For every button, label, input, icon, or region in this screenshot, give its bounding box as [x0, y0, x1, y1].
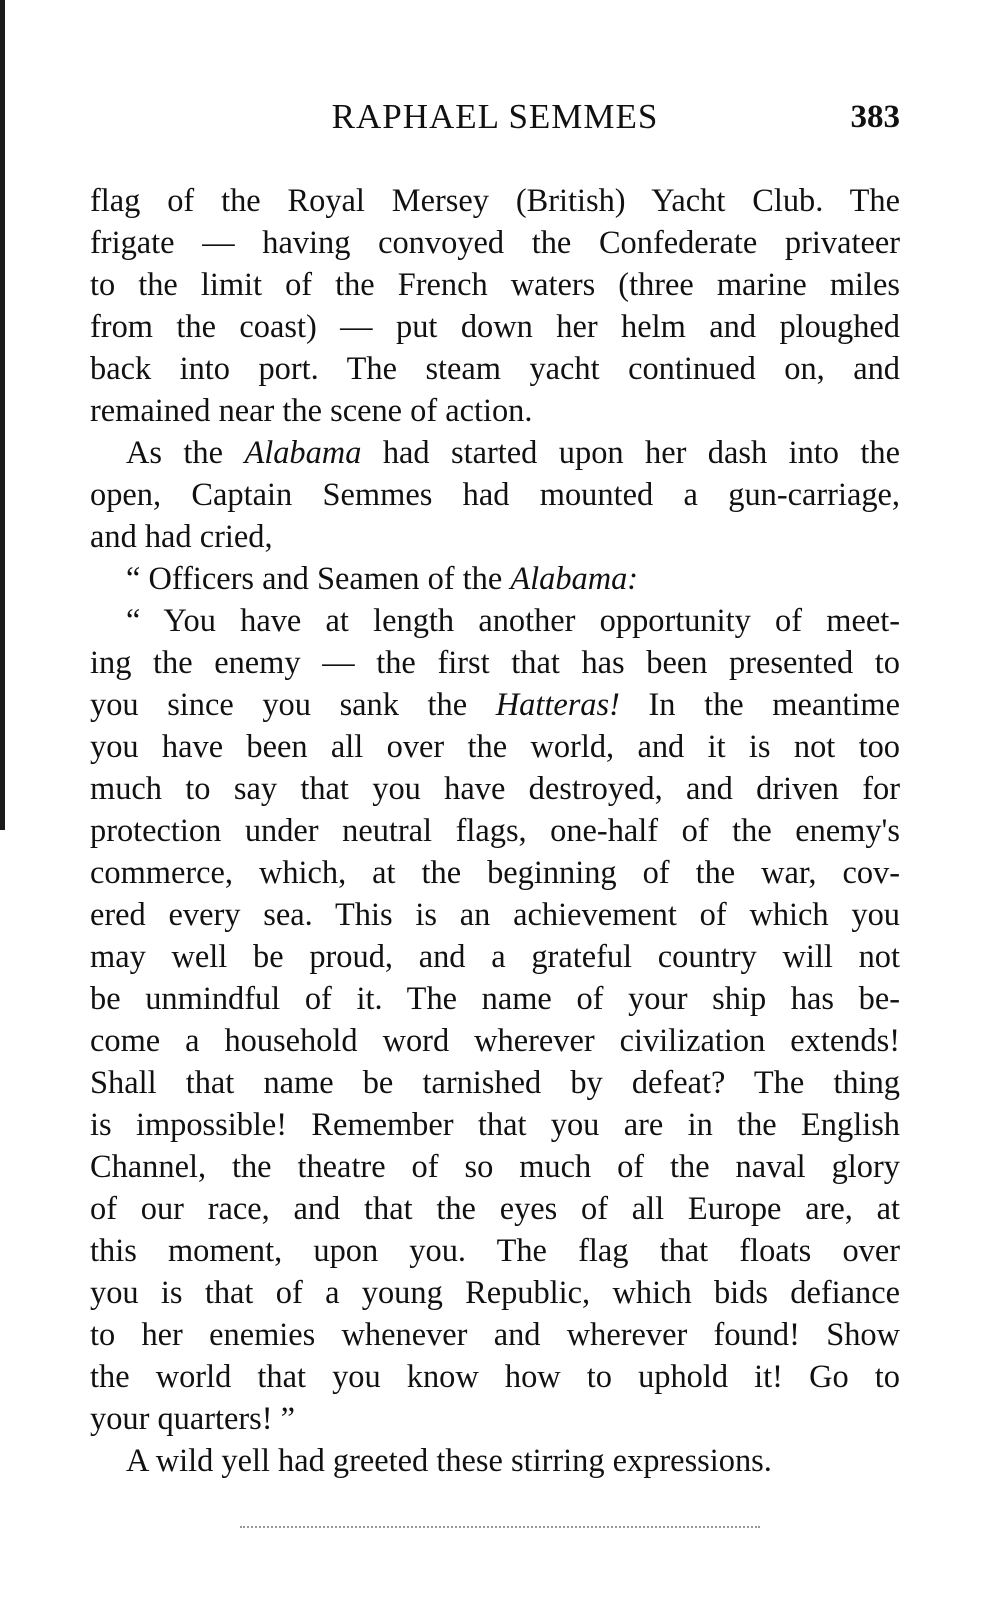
text-line — [90, 1356, 900, 1398]
text-line — [90, 516, 900, 558]
text-line — [90, 726, 900, 768]
text-segment: ered every sea. This is an achievement of which you — [90, 897, 900, 933]
text-line — [90, 642, 900, 684]
text-line — [90, 1188, 900, 1230]
text-segment: remained near the scene of action. — [90, 393, 533, 429]
text-segment: flag of the Royal Mersey (British) Yacht Club. The — [90, 183, 900, 219]
text-segment: “ You have at length another opportunity of meet- — [126, 603, 900, 639]
text-segment: Channel, the theatre of so much of the naval glory — [90, 1149, 900, 1185]
text-line — [90, 180, 900, 222]
text-segment: come a household word wherever civilization extends! — [90, 1023, 900, 1059]
text-line — [90, 1020, 900, 1062]
text-segment: protection under neutral flags, one-half of the enemy's — [90, 813, 900, 849]
text-segment: ing the enemy — the first that has been presented to — [90, 645, 900, 681]
text-line — [90, 894, 900, 936]
text-line — [90, 222, 900, 264]
text-segment: much to say that you have destroyed, and driven for — [90, 771, 900, 807]
text-segment: the world that you know how to uphold it! Go to — [90, 1359, 900, 1395]
ship-name-italic: Hatteras! — [495, 687, 620, 723]
text-line — [90, 810, 900, 852]
text-segment: Shall that name be tarnished by defeat? The thing — [90, 1065, 900, 1101]
text-line — [90, 1272, 900, 1314]
text-line — [90, 306, 900, 348]
text-line — [90, 1146, 900, 1188]
text-line — [90, 600, 900, 642]
text-segment: and had cried, — [90, 519, 273, 555]
text-line — [90, 390, 900, 432]
text-segment: to her enemies whenever and wherever found! Show — [90, 1317, 900, 1353]
text-segment: from the coast) — put down her helm and ploughed — [90, 309, 900, 345]
text-segment: commerce, which, at the beginning of the war, cov- — [90, 855, 900, 891]
text-line — [90, 768, 900, 810]
text-segment: your quarters! ” — [90, 1401, 296, 1437]
text-segment: had started upon her dash into the — [361, 435, 900, 471]
text-line — [90, 684, 900, 726]
running-title: RAPHAEL SEMMES — [331, 97, 659, 136]
text-line — [90, 558, 900, 600]
text-segment: A wild yell had greeted these stirring expressions. — [126, 1443, 772, 1479]
body-text — [90, 180, 900, 1482]
bottom-scan-marks — [240, 1522, 760, 1528]
text-segment: open, Captain Semmes had mounted a gun-carriage, — [90, 477, 900, 513]
text-segment: As the — [126, 435, 245, 471]
text-line — [90, 348, 900, 390]
text-line — [90, 1398, 900, 1440]
page-number: 383 — [850, 99, 900, 135]
text-segment: back into port. The steam yacht continued on, and — [90, 351, 900, 387]
scan-binding-edge-lower — [0, 770, 3, 825]
text-line — [90, 1062, 900, 1104]
text-segment: be unmindful of it. The name of your ship has be- — [90, 981, 900, 1017]
running-head — [90, 92, 900, 142]
text-segment: may well be proud, and a grateful country will not — [90, 939, 900, 975]
text-segment: “ Officers and Seamen of the — [126, 561, 511, 597]
text-segment: In the meantime — [619, 687, 900, 723]
text-segment: is impossible! Remember that you are in the English — [90, 1107, 900, 1143]
text-segment: you is that of a young Republic, which bids defiance — [90, 1275, 900, 1311]
text-line — [90, 1440, 900, 1482]
scan-binding-edge — [0, 0, 5, 830]
text-line — [90, 474, 900, 516]
text-line — [90, 264, 900, 306]
text-segment: you since you sank the — [90, 687, 496, 723]
text-segment: frigate — having convoyed the Confederate privateer — [90, 225, 900, 261]
text-line — [90, 432, 900, 474]
text-line — [90, 1104, 900, 1146]
ship-name-italic: Alabama — [244, 435, 362, 471]
text-line — [90, 936, 900, 978]
text-segment: you have been all over the world, and it is not too — [90, 729, 900, 765]
text-segment: this moment, upon you. The flag that floats over — [90, 1233, 900, 1269]
ship-name-italic: Alabama: — [510, 561, 639, 597]
text-line — [90, 852, 900, 894]
text-line — [90, 978, 900, 1020]
text-line — [90, 1230, 900, 1272]
text-segment: to the limit of the French waters (three marine miles — [90, 267, 900, 303]
text-line — [90, 1314, 900, 1356]
text-segment: of our race, and that the eyes of all Europe are, at — [90, 1191, 900, 1227]
